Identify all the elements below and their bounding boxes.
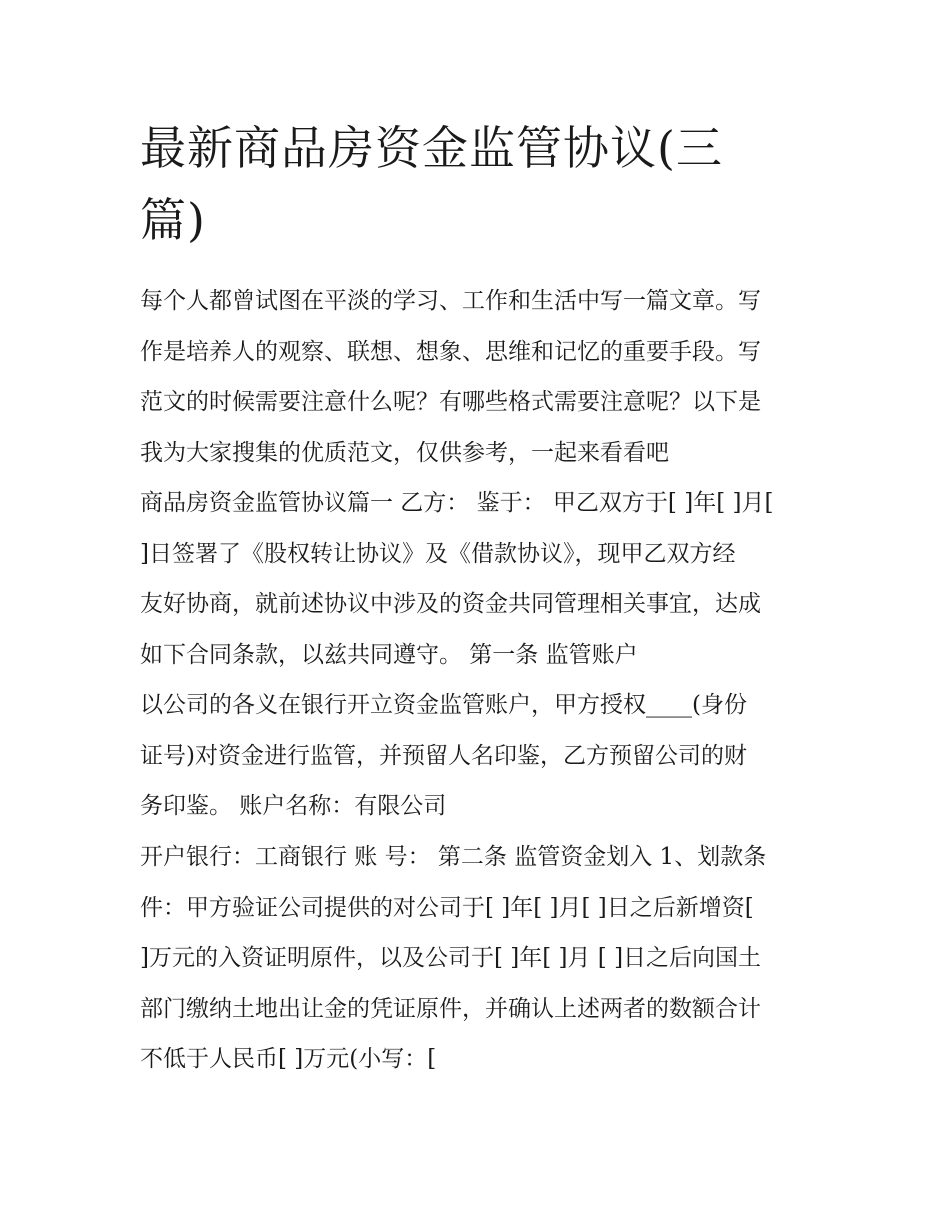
text-line: 我为大家搜集的优质范文，仅供参考，一起来看看吧 <box>140 439 669 466</box>
text-line: 部门缴纳土地出让金的凭证原件，并确认上述两者的数额合计 <box>140 995 761 1022</box>
text-line: ]万元的入资证明原件，以及公司于[ ]年[ ]月 [ ]日之后向国土 <box>140 945 762 971</box>
text-line: 以公司的各义在银行开立资金监管账户，甲方授权____(身份 <box>140 692 747 718</box>
text-line: 每个人都曾试图在平淡的学习、工作和生活中写一篇文章。写 <box>140 288 761 314</box>
text-line: 证号)对资金进行监管，并预留人名印鉴，乙方预留公司的财 <box>140 742 747 769</box>
funds-transfer-paragraph <box>140 832 820 1085</box>
title-line: 最新商品房资金监管协议(三 <box>140 121 723 175</box>
document-title <box>140 112 820 256</box>
agreement-preamble-paragraph <box>140 478 820 680</box>
text-line: 作是培养人的观察、联想、想象、思维和记忆的重要手段。写 <box>140 338 761 365</box>
text-line: 不低于人民币[ ]万元(小写：[ <box>140 1046 437 1072</box>
text-line: 友好协商，就前述协议中涉及的资金共同管理相关事宜，达成 <box>140 591 761 617</box>
text-line: 务印鉴。 账户名称：有限公司 <box>140 793 447 819</box>
text-line: 范文的时候需要注意什么呢？有哪些格式需要注意呢？以下是 <box>140 389 761 415</box>
text-line: 件：甲方验证公司提供的对公司于[ ]年[ ]月[ ]日之后新增资[ <box>140 894 754 921</box>
account-paragraph <box>140 680 820 832</box>
text-line: 如下合同条款，以兹共同遵守。 第一条 监管账户 <box>140 641 638 668</box>
text-line: ]日签署了《股权转让协议》及《借款协议》，现甲乙双方经 <box>140 540 736 567</box>
text-line: 开户银行：工商银行 账 号： 第二条 监管资金划入 1、划款条 <box>140 844 767 870</box>
title-line: 篇) <box>140 193 206 247</box>
text-line: 商品房资金监管协议篇一 乙方： 鉴于： 甲乙双方于[ ]年[ ]月[ <box>140 490 774 516</box>
intro-paragraph <box>140 276 820 478</box>
